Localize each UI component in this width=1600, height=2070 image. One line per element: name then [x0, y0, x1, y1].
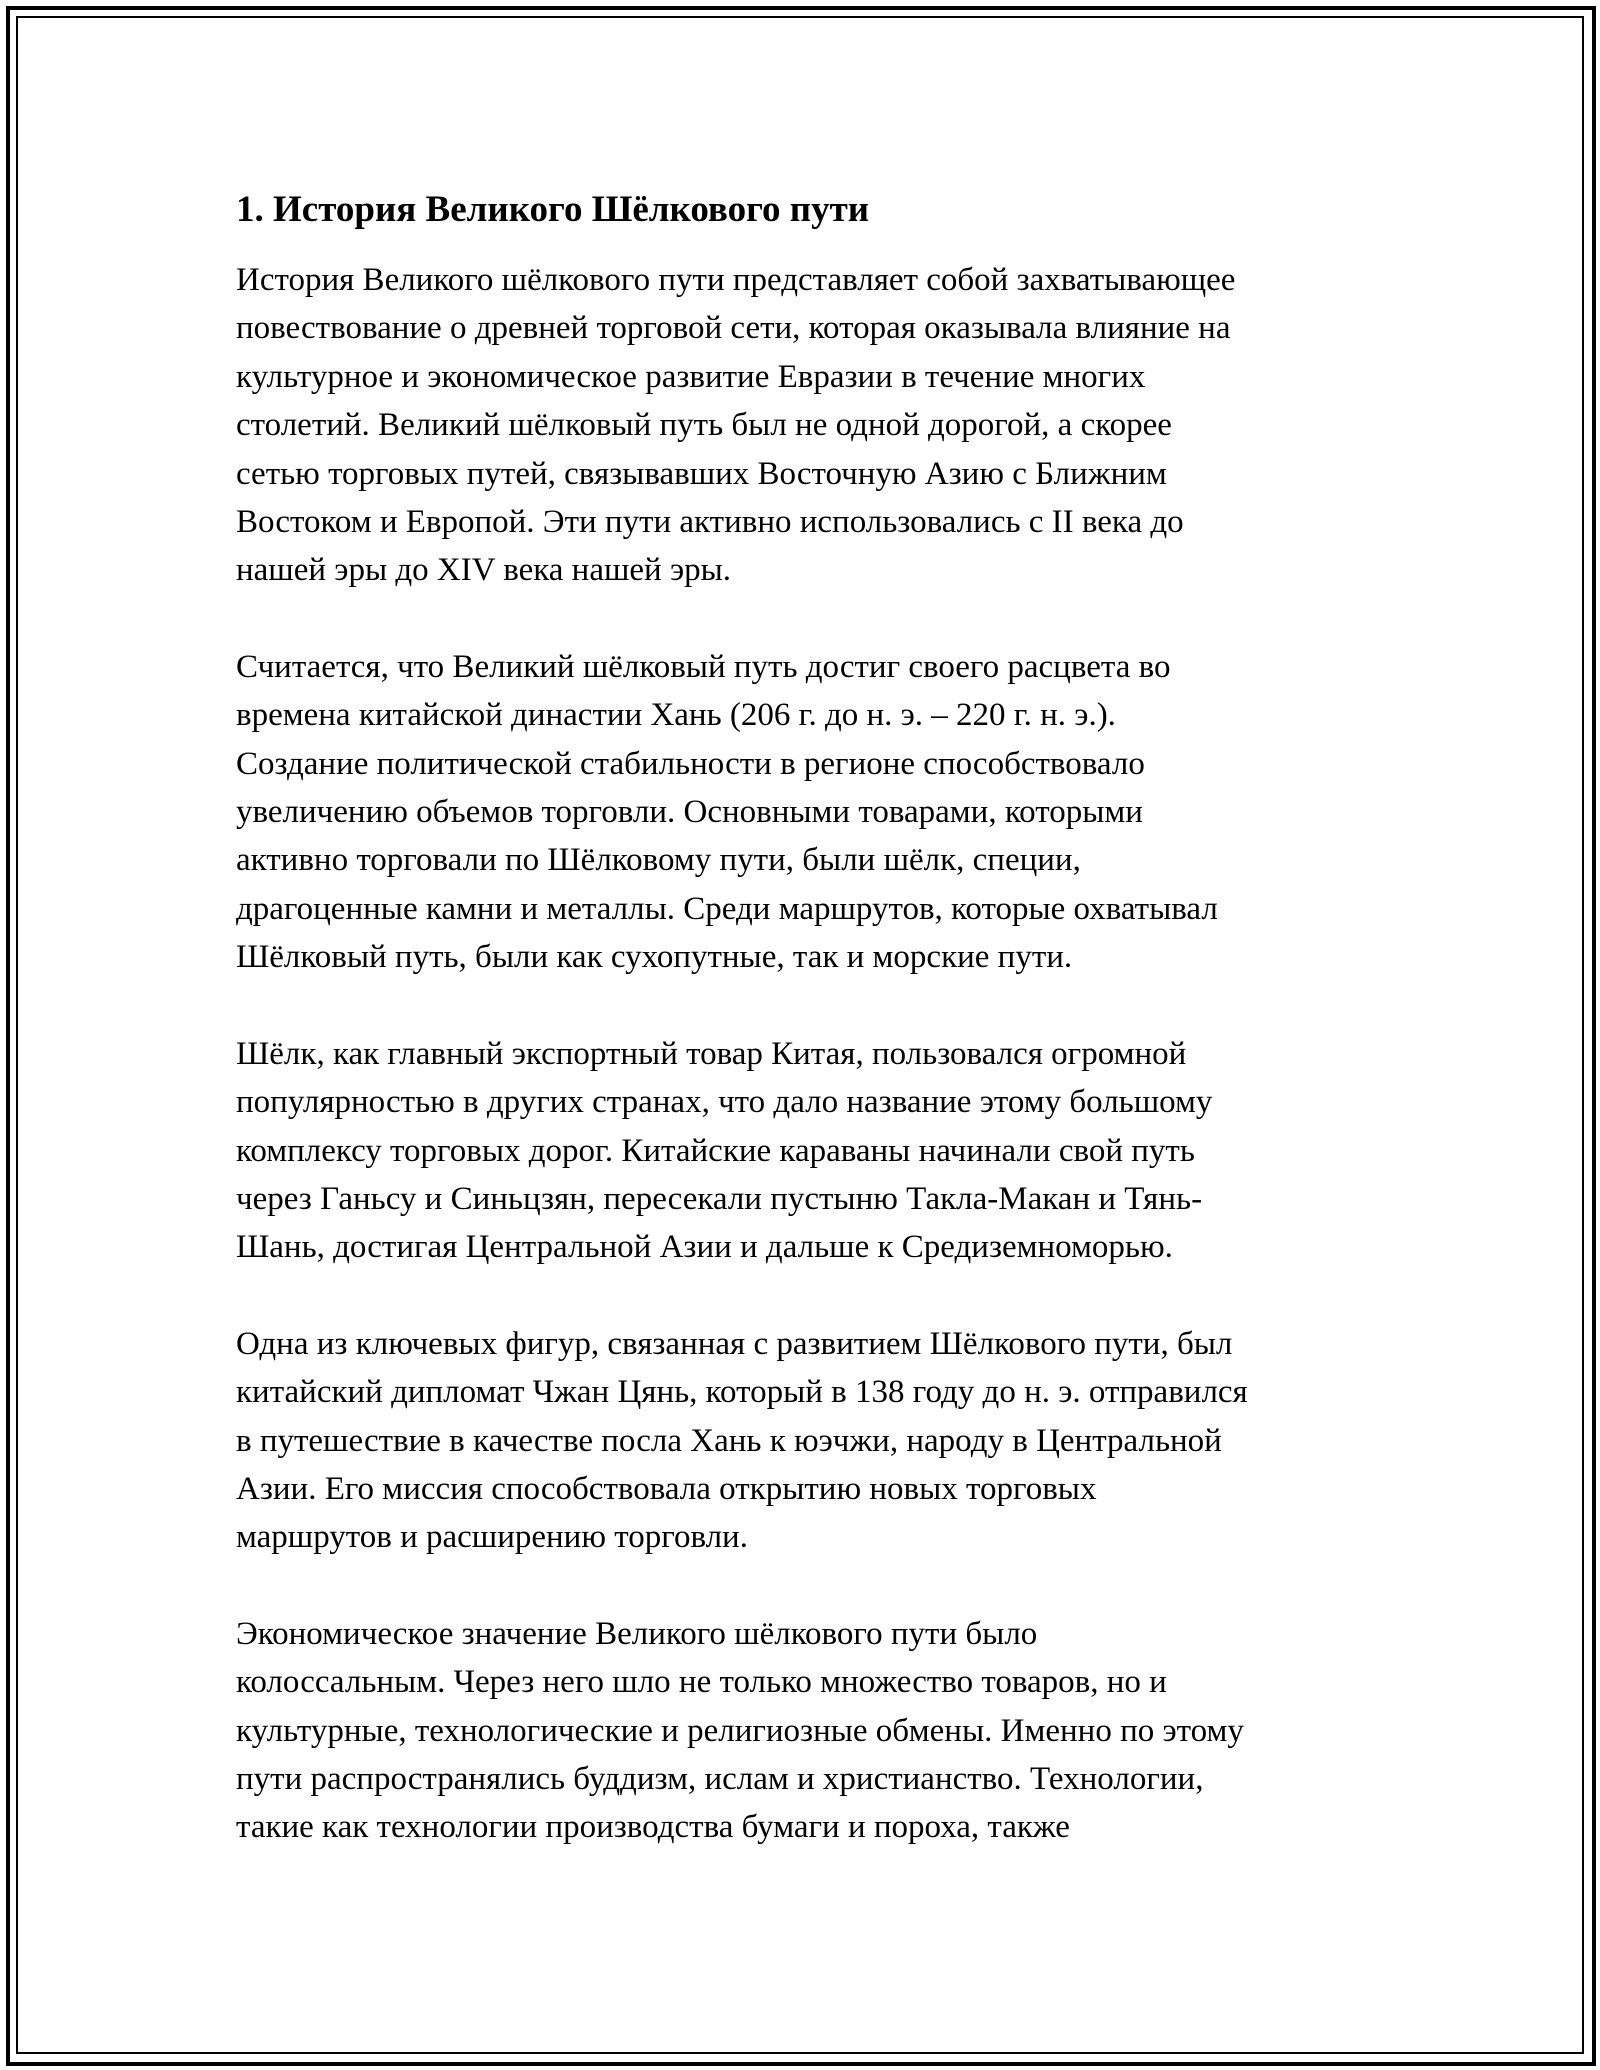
- paragraph-5: [236, 1610, 1386, 1852]
- text-line: культурные, технологические и религиозные обмены. Именно по этому: [236, 1712, 1244, 1749]
- paragraph-1: [236, 256, 1386, 595]
- text-line: драгоценные камни и металлы. Среди маршрутов, которые охватывал: [236, 890, 1218, 927]
- text-line: культурное и экономическое развитие Евразии в течение многих: [236, 358, 1146, 395]
- text-line: Шёлковый путь, были как сухопутные, так и морские пути.: [236, 939, 1073, 976]
- text-line: Востоком и Европой. Эти пути активно использовались с II века до: [236, 504, 1184, 541]
- paragraph-3: [236, 1030, 1386, 1272]
- text-line: История Великого шёлкового пути представляет собой захватывающее: [236, 262, 1236, 298]
- text-line: через Ганьсу и Синьцзян, пересекали пустыню Такла-Макан и Тянь-: [236, 1180, 1203, 1217]
- text-line: Одна из ключевых фигур, связанная с развитием Шёлкового пути, был: [236, 1325, 1233, 1362]
- text-line: Азии. Его миссия способствовала открытию новых торговых: [236, 1470, 1097, 1507]
- text-line: китайский дипломат Чжан Цянь, который в 138 году до н. э. отправился: [236, 1374, 1248, 1411]
- text-line: Шань, достигая Центральной Азии и дальше к Средиземноморью.: [236, 1229, 1173, 1266]
- text-line: в путешествие в качестве посла Хань к юэчжи, народу в Центральной: [236, 1422, 1222, 1459]
- text-line: такие как технологии производства бумаги и пороха, также: [236, 1809, 1070, 1846]
- text-line: нашей эры до XIV века нашей эры.: [236, 552, 732, 589]
- text-line: повествование о древней торговой сети, которая оказывала влияние на: [236, 310, 1231, 347]
- document-body: [236, 186, 1386, 1900]
- paragraph-2: [236, 643, 1386, 982]
- text-line: пути распространялись буддизм, ислам и христианство. Технологии,: [236, 1760, 1204, 1797]
- text-line: популярностью в других странах, что дало название этому большому: [236, 1084, 1213, 1121]
- section-heading: 1. История Великого Шёлкового пути: [236, 189, 870, 230]
- text-line: комплексу торговых дорог. Китайские караваны начинали свой путь: [236, 1132, 1195, 1169]
- text-line: маршрутов и расширению торговли.: [236, 1519, 748, 1556]
- paragraph-4: [236, 1320, 1386, 1562]
- text-line: активно торговали по Шёлковому пути, были шёлк, специи,: [236, 842, 1081, 879]
- text-line: колоссальным. Через него шло не только множество товаров, но и: [236, 1664, 1167, 1701]
- text-line: сетью торговых путей, связывавших Восточную Азию с Ближним: [236, 455, 1167, 492]
- text-line: увеличению объемов торговли. Основными товарами, которыми: [236, 794, 1143, 831]
- text-line: Считается, что Великий шёлковый путь достиг своего расцвета во: [236, 648, 1171, 685]
- text-line: Шёлк, как главный экспортный товар Китая, пользовался огромной: [236, 1035, 1187, 1072]
- text-line: Экономическое значение Великого шёлкового пути было: [236, 1615, 1038, 1652]
- text-line: Создание политической стабильности в регионе способствовало: [236, 745, 1145, 782]
- text-line: времена китайской династии Хань (206 г. до н. э. – 220 г. н. э.).: [236, 697, 1116, 734]
- text-line: столетий. Великий шёлковый путь был не одной дорогой, а скорее: [236, 407, 1172, 444]
